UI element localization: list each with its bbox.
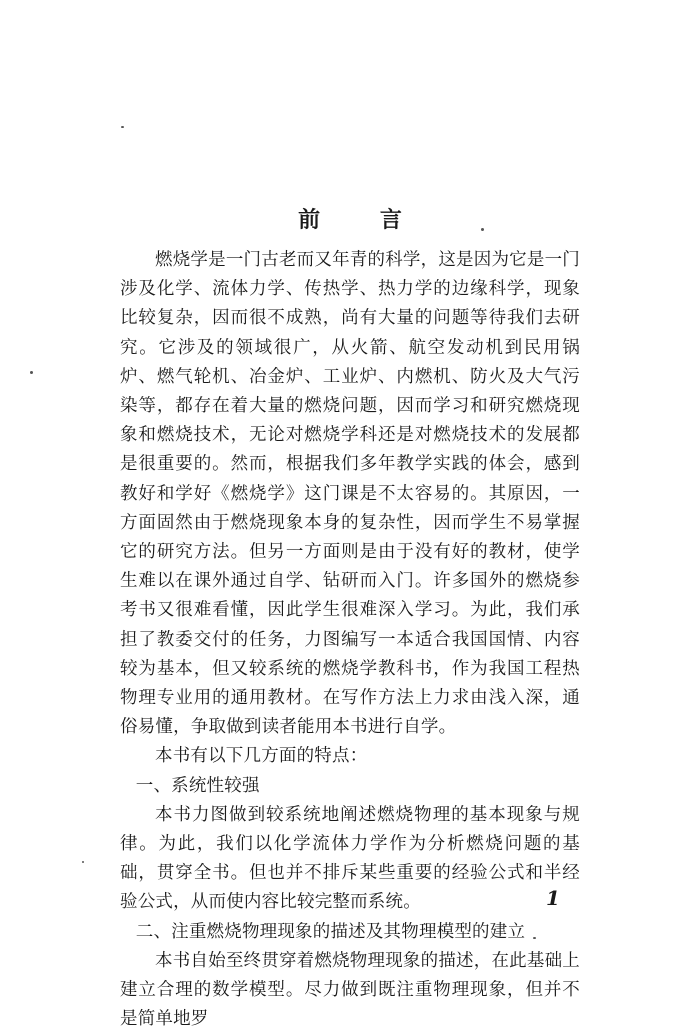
scan-speck	[121, 126, 124, 128]
section-text-2: 本书自始至终贯穿着燃烧物理现象的描述，在此基础上建立合理的数学模型。尽力做到既注重物理现象，但并不是简单地罗	[120, 950, 580, 1030]
body-text	[120, 246, 580, 1034]
page-title: 前 言	[298, 207, 428, 233]
section-heading-1: 一、系统性较强	[135, 775, 260, 796]
page-number: 1	[546, 886, 560, 910]
section-heading-2: 二、注重燃烧物理现象的描述及其物理模型的建立	[135, 921, 526, 942]
scan-speck	[533, 937, 536, 939]
scan-speck	[481, 228, 484, 231]
scan-speck	[30, 371, 33, 374]
section-text-1: 本书力图做到较系统地阐述燃烧物理的基本现象与规律。为此，我们以化学流体力学作为分析燃烧问题的基础，贯穿全书。但也并不排斥某些重要的经验公式和半经验公式，从而使内容比较完整而系统。	[120, 804, 580, 913]
scan-speck	[82, 861, 84, 863]
paragraph-intro: 燃烧学是一门古老而又年青的科学，这是因为它是一门涉及化学、流体力学、传热学、热力学的边缘科学，现象比较复杂，因而很不成熟，尚有大量的问题等待我们去研究。它涉及的领域很广，从火箭、航空发动机到民用锅炉、燃气轮机、冶金炉、工业炉、内燃机、防火及大气污染等，都存在着大量的燃烧问题，因而学习和研究燃烧现象和燃烧技术，无论对燃烧学科还是对燃烧技术的发展都是很重要的。然而，根据我们多年教学实践的体会，感到教好和学好《燃烧学》这门课是不太容易的。其原因，一方面固然由于燃烧现象本身的复杂性，因而学生不易掌握它的研究方法。但另一方面则是由于没有好的教材，使学生难以在课外通过自学、钻研而入门。许多国外的燃烧参考书又很难看懂，因此学生很难深入学习。为此，我们承担了教委交付的任务，力图编写一本适合我国国情、内容较为基本，但又较系统的燃烧学教科书，作为我国工程热物理专业用的通用教材。在写作方法上力求由浅入深，通俗易懂，争取做到读者能用本书进行自学。	[120, 250, 580, 738]
paragraph-features: 本书有以下几方面的特点：	[155, 746, 368, 767]
